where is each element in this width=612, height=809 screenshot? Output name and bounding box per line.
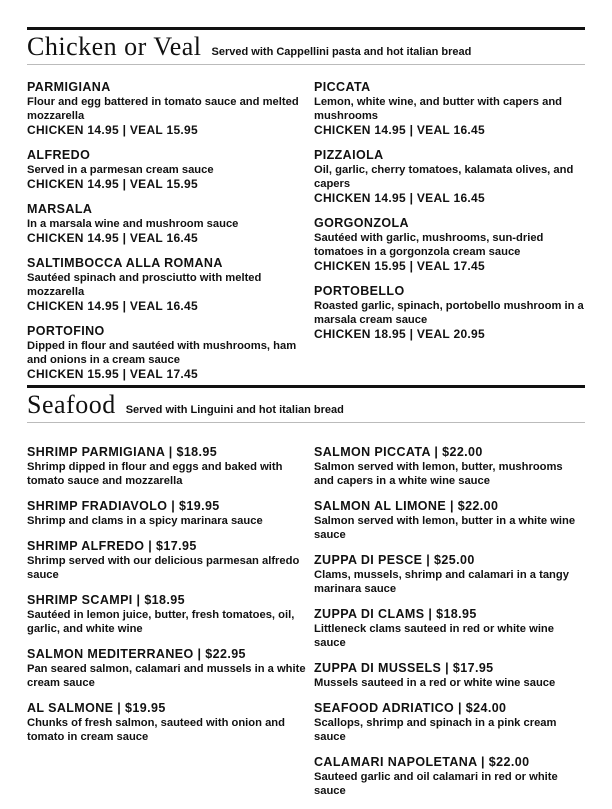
item-price: CHICKEN 15.95 | VEAL 17.45: [27, 367, 199, 381]
menu-item: [314, 661, 585, 690]
item-description: Dipped in flour and sautéed with mushrooms, ham and onions in a cream sauce: [27, 340, 297, 366]
item-name: CALAMARI NAPOLETANA | $22.00: [314, 755, 530, 769]
item-description: Shrimp and clams in a spicy marinara sauce: [27, 515, 263, 527]
item-description: Oil, garlic, cherry tomatoes, kalamata olives, and capers: [314, 164, 574, 190]
section-header: [27, 32, 585, 62]
item-description: Mussels sauteed in a red or white wine sauce: [314, 677, 556, 689]
menu-column-left: [27, 80, 314, 392]
item-name: PIZZAIOLA: [314, 148, 384, 162]
menu-item: [27, 202, 314, 246]
item-description: Chunks of fresh salmon, sauteed with onion and tomato in cream sauce: [27, 717, 285, 743]
menu-item: [314, 216, 585, 274]
item-name: GORGONZOLA: [314, 216, 409, 230]
menu-item: [27, 539, 314, 582]
item-description: Salmon served with lemon, butter, mushrooms and capers in a white wine sauce: [314, 461, 563, 487]
menu-columns: [27, 445, 585, 809]
menu-column-left: [27, 445, 314, 809]
section-header: [27, 390, 585, 420]
item-description: Shrimp dipped in flour and eggs and baked with tomato sauce and mozzarella: [27, 461, 283, 487]
item-name: PICCATA: [314, 80, 371, 94]
item-description: Roasted garlic, spinach, portobello mushroom in a marsala cream sauce: [314, 300, 584, 326]
item-name: PARMIGIANA: [27, 80, 111, 94]
item-name: AL SALMONE | $19.95: [27, 701, 166, 715]
menu-column-right: [314, 80, 585, 392]
item-name: PORTOFINO: [27, 324, 105, 338]
seafood-section: [27, 385, 585, 809]
item-price: CHICKEN 14.95 | VEAL 15.95: [27, 123, 199, 137]
menu-column-right: [314, 445, 585, 809]
item-name: PORTOBELLO: [314, 284, 405, 298]
section-subtitle: Served with Cappellini pasta and hot italian bread: [211, 46, 472, 58]
item-description: Salmon served with lemon, butter in a white wine sauce: [314, 515, 576, 541]
item-price: CHICKEN 15.95 | VEAL 17.45: [314, 259, 486, 273]
item-price: CHICKEN 14.95 | VEAL 15.95: [27, 177, 199, 191]
menu-item: [314, 148, 585, 206]
section-top-rule: [27, 27, 585, 30]
item-name: MARSALA: [27, 202, 93, 216]
menu-item: [314, 701, 585, 744]
item-description: Sautéed in lemon juice, butter, fresh tomatoes, oil, garlic, and white wine: [27, 609, 295, 635]
menu-item: [27, 499, 314, 528]
item-name: SALMON MEDITERRANEO | $22.95: [27, 647, 246, 661]
menu-item: [314, 499, 585, 542]
menu-item: [27, 701, 314, 744]
menu-item: [27, 593, 314, 636]
item-name: SHRIMP ALFREDO | $17.95: [27, 539, 197, 553]
section-title: Seafood: [27, 390, 116, 419]
menu-columns: [27, 80, 585, 392]
menu-item: [27, 324, 314, 382]
item-name: SEAFOOD ADRIATICO | $24.00: [314, 701, 507, 715]
section-bottom-rule: [27, 64, 585, 65]
menu-item: [27, 647, 314, 690]
item-description: Shrimp served with our delicious parmesan alfredo sauce: [27, 555, 300, 581]
menu-item: [314, 284, 585, 342]
menu-item: [27, 80, 314, 138]
item-description: Littleneck clams sauteed in red or white wine sauce: [314, 623, 554, 649]
item-name: SHRIMP PARMIGIANA | $18.95: [27, 445, 218, 459]
item-price: CHICKEN 18.95 | VEAL 20.95: [314, 327, 486, 341]
item-name: SALTIMBOCCA ALLA ROMANA: [27, 256, 223, 270]
section-title: Chicken or Veal: [27, 32, 202, 61]
menu-item: [27, 148, 314, 192]
section-bottom-rule: [27, 422, 585, 423]
menu-item: [314, 80, 585, 138]
item-description: Pan seared salmon, calamari and mussels in a white cream sauce: [27, 663, 306, 689]
item-description: In a marsala wine and mushroom sauce: [27, 218, 239, 230]
item-price: CHICKEN 14.95 | VEAL 16.45: [314, 191, 486, 205]
menu-item: [314, 445, 585, 488]
item-name: ZUPPA DI MUSSELS | $17.95: [314, 661, 494, 675]
item-description: Sauteed garlic and oil calamari in red or white sauce: [314, 771, 558, 797]
item-description: Sautéed spinach and prosciutto with melted mozzarella: [27, 272, 262, 298]
item-name: ZUPPA DI PESCE | $25.00: [314, 553, 475, 567]
item-name: ALFREDO: [27, 148, 91, 162]
menu-item: [314, 553, 585, 596]
item-description: Scallops, shrimp and spinach in a pink cream sauce: [314, 717, 557, 743]
item-price: CHICKEN 14.95 | VEAL 16.45: [27, 299, 199, 313]
item-description: Lemon, white wine, and butter with capers and mushrooms: [314, 96, 563, 122]
item-description: Clams, mussels, shrimp and calamari in a tangy marinara sauce: [314, 569, 569, 595]
item-price: CHICKEN 14.95 | VEAL 16.45: [27, 231, 199, 245]
item-price: CHICKEN 14.95 | VEAL 16.45: [314, 123, 486, 137]
menu-item: [314, 607, 585, 650]
item-name: ZUPPA DI CLAMS | $18.95: [314, 607, 477, 621]
item-name: SHRIMP SCAMPI | $18.95: [27, 593, 185, 607]
section-subtitle: Served with Linguini and hot italian bread: [125, 404, 344, 416]
item-description: Served in a parmesan cream sauce: [27, 164, 214, 176]
item-description: Flour and egg battered in tomato sauce and melted mozzarella: [27, 96, 299, 122]
item-description: Sautéed with garlic, mushrooms, sun-dried tomatoes in a gorgonzola cream sauce: [314, 232, 544, 258]
chicken-veal-section: [27, 27, 585, 392]
item-name: SALMON PICCATA | $22.00: [314, 445, 483, 459]
menu-item: [27, 445, 314, 488]
section-top-rule: [27, 385, 585, 388]
item-name: SHRIMP FRADIAVOLO | $19.95: [27, 499, 220, 513]
menu-item: [27, 256, 314, 314]
item-name: SALMON AL LIMONE | $22.00: [314, 499, 499, 513]
